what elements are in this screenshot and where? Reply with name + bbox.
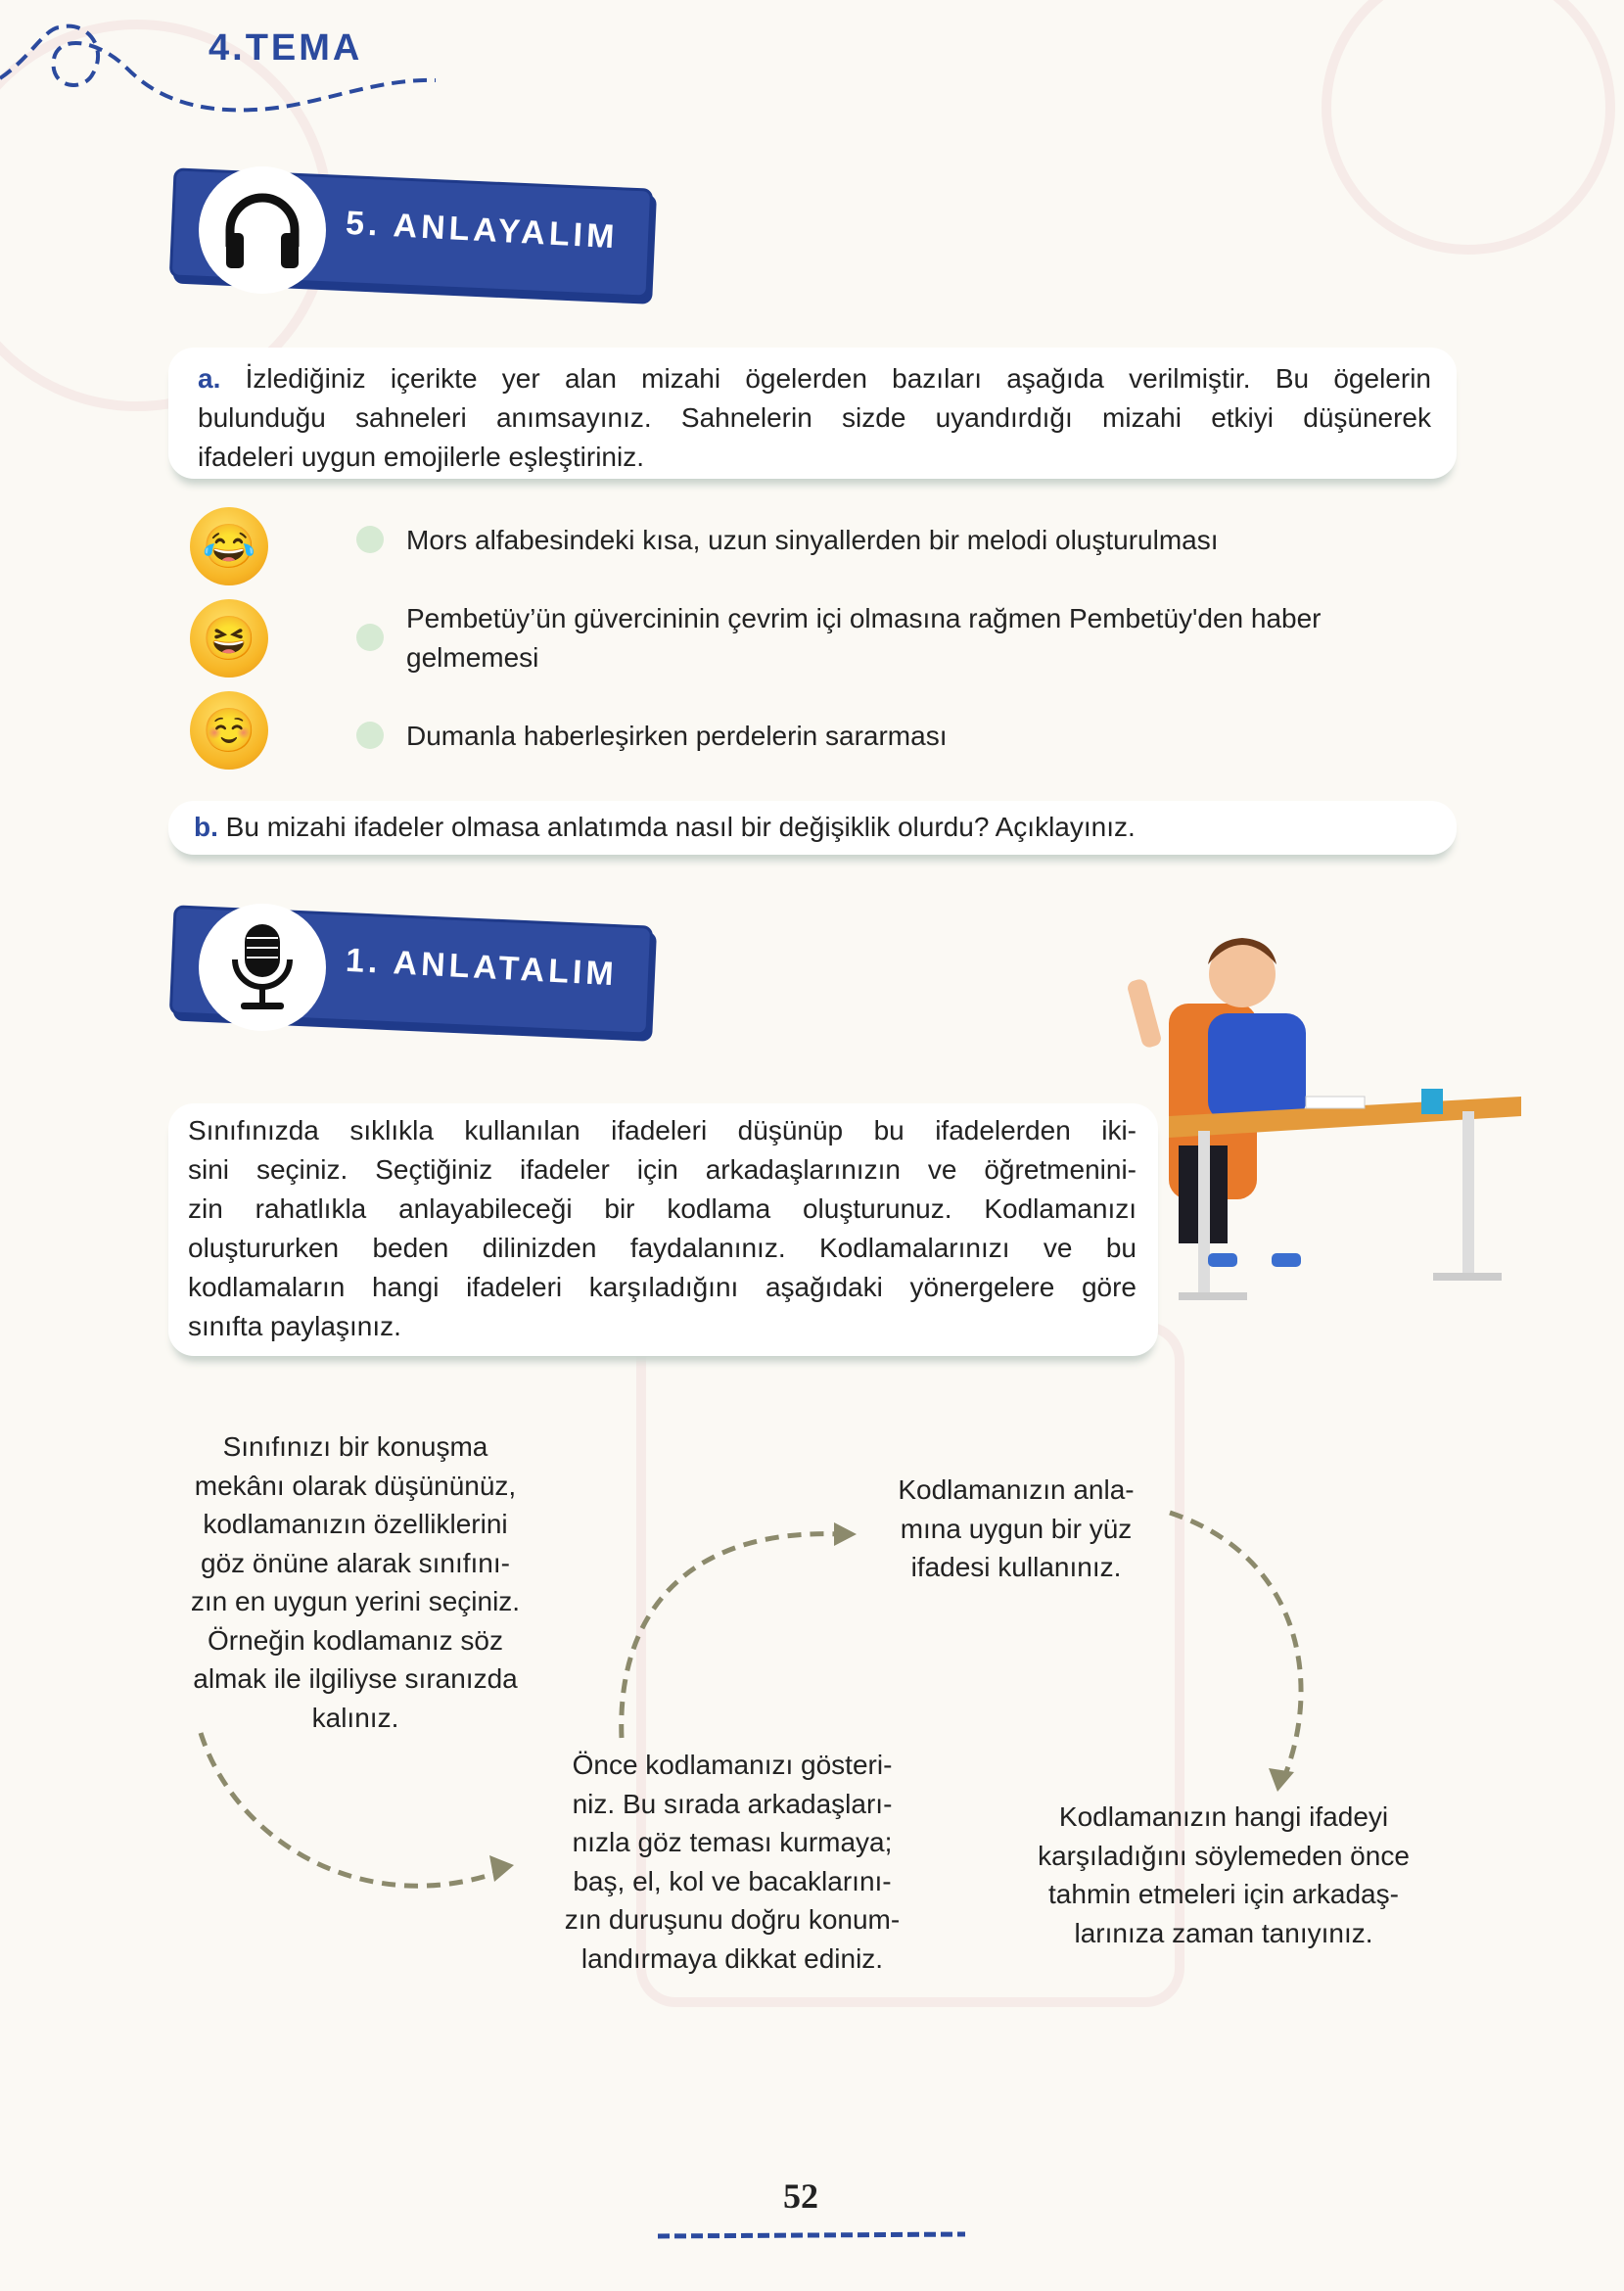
arrow-step1-to-step2 [201, 1733, 499, 1886]
match-dot[interactable] [356, 624, 384, 651]
humor-item: Pembetüy’ün güvercininin çevrim içi olmasına rağmen Pembetüy'den haber gelmemesi [406, 603, 1322, 673]
question-box-b [168, 801, 1457, 855]
film-reel-decoration [1322, 0, 1615, 255]
instruction-line: sini seçiniz. Seçtiğiniz ifadeler için arkadaşlarınızın ve öğretmenini- [188, 1154, 1137, 1185]
humor-item: Dumanla haberleşirken perdelerin sararması [406, 721, 948, 751]
grinning-squinting-emoji-icon: 😆 [190, 599, 268, 678]
instruction-box-a [168, 348, 1457, 479]
step-choose-place: Sınıfınızı bir konuşma mekânı olarak düşününüz, kodlamanızın özelliklerini göz önüne alarak sınıfını- zın en uygun yerini seçiniz. Örneğin kodlamanız söz almak ile ilgiliyse sıranızda kalınız. [190, 1431, 521, 1733]
instruction-line: İzlediğiniz içerikte yer alan mizahi ögelerden bazıları aşağıda verilmiştir. Bu ögelerin [245, 363, 1431, 394]
page-number: 52 [783, 2176, 818, 2216]
section-title: 5. ANLAYALIM [345, 204, 620, 257]
step-show-coding: Önce kodlamanızı gösteri- niz. Bu sırada arkadaşları- nızla göz teması kurmaya; baş, el, kol ve bacaklarını- zın duruşunu doğru konum- landırmaya dikkat ediniz. [564, 1750, 901, 1974]
instruction-line: kodlamaların hangi ifadeleri karşıladığını aşağıdaki yönergelere göre [188, 1272, 1137, 1302]
microphone-icon [199, 904, 326, 1031]
step-facial-expression: Kodlamanızın anla- mına uygun bir yüz ifadesi kullanınız. [898, 1474, 1135, 1582]
boy-at-desk-illustration [1110, 920, 1531, 1361]
match-dot[interactable] [356, 526, 384, 553]
humor-item: Mors alfabesindeki kısa, uzun sinyallerden bir melodi oluşturulması [406, 525, 1219, 555]
part-label: b. [194, 812, 218, 842]
smiling-blush-emoji-icon: ☺️ [190, 691, 268, 770]
part-label: a. [198, 363, 221, 394]
instruction-box-anlatalim [168, 1103, 1158, 1356]
step-give-time: Kodlamanızın hangi ifadeyi karşıladığını söylemeden önce tahmin etmeleri için arkadaş- larınıza zaman tanıyınız. [1038, 1801, 1410, 1948]
instruction-line: oluştururken beden dilinizden faydalanınız. Kodlamalarınızı ve bu [188, 1233, 1137, 1263]
section-banner-anlatalim [171, 906, 651, 1033]
instruction-line: zin rahatlıkla anlayabileceği bir kodlama oluşturunuz. Kodlamanızı [188, 1193, 1137, 1224]
question-text: Bu mizahi ifadeler olmasa anlatımda nasıl bir değişiklik olurdu? Açıklayınız. [225, 812, 1136, 842]
match-dot[interactable] [356, 722, 384, 749]
instruction-line: sınıfta paylaşınız. [188, 1311, 401, 1341]
instruction-line: ifadeleri uygun emojilerle eşleştiriniz. [198, 442, 644, 472]
instruction-line: Sınıfınızda sıklıkla kullanılan ifadeleri düşünüp bu ifadelerden iki- [188, 1115, 1137, 1146]
page-number-underline [656, 2228, 969, 2242]
headphones-icon [199, 166, 326, 294]
theme-label: 4.TEMA [209, 27, 363, 69]
section-title: 1. ANLATALIM [345, 941, 619, 994]
tears-of-joy-emoji-icon: 😂 [190, 507, 268, 585]
section-banner-anlayalim [171, 168, 651, 296]
instruction-line: bulunduğu sahneleri anımsayınız. Sahnelerin sizde uyandırdığı mizahi etkiyi düşünerek [198, 402, 1431, 433]
